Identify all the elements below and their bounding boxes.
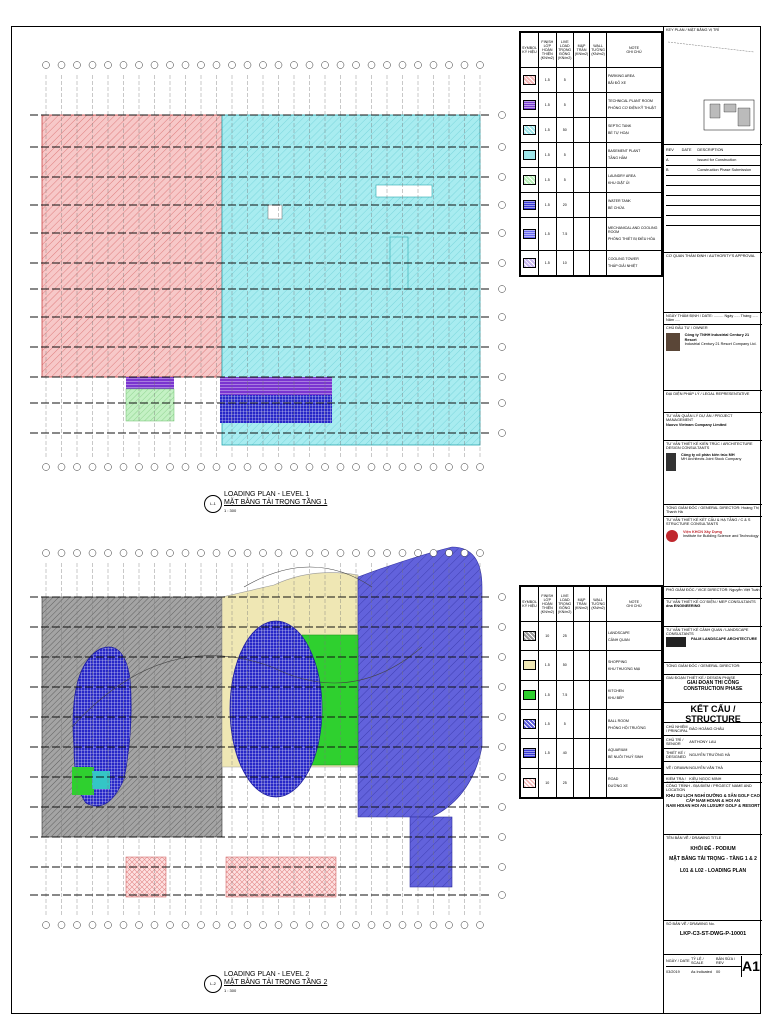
palm-logo-icon xyxy=(666,637,686,647)
grid-axis-bubble xyxy=(499,260,506,267)
grid-axis-bubble xyxy=(136,922,143,929)
grid-axis-bubble xyxy=(499,864,506,871)
grid-axis-bubble xyxy=(74,464,81,471)
grid-axis-bubble xyxy=(353,464,360,471)
legend-name: LAUNDRY AREA xyxy=(608,174,636,179)
grid-axis-bubble xyxy=(167,62,174,69)
grid-axis-bubble xyxy=(291,922,298,929)
grid-axis-bubble xyxy=(275,62,282,69)
grid-axis-bubble xyxy=(167,550,174,557)
grid-axis-bubble xyxy=(415,464,422,471)
grid-axis-bubble xyxy=(198,62,205,69)
grid-axis-bubble xyxy=(446,464,453,471)
plan-title-vi: MẶT BẰNG TẢI TRỌNG TẦNG 2 xyxy=(224,979,328,986)
ibst-logo-icon xyxy=(666,530,678,542)
grid-axis-bubble xyxy=(151,550,158,557)
legend-swatch xyxy=(523,258,536,268)
laundry-area xyxy=(126,389,174,421)
grid-axis-bubble xyxy=(337,922,344,929)
grid-axis-bubble xyxy=(291,550,298,557)
grid-axis-bubble xyxy=(43,464,50,471)
grid-axis-bubble xyxy=(499,202,506,209)
director-1: TỔNG GIÁM ĐỐC / GENERAL DIRECTOR: Hoàng Thị Thanh Hà xyxy=(664,505,762,517)
grid-axis-bubble xyxy=(499,834,506,841)
technical-room-b xyxy=(220,377,332,395)
grid-axis-bubble xyxy=(415,62,422,69)
legend-name: AQUARIUM xyxy=(608,747,628,752)
grid-axis-bubble xyxy=(430,62,437,69)
director-3: TỔNG GIÁM ĐỐC / GENERAL DIRECTOR: xyxy=(664,663,762,675)
grid-axis-bubble xyxy=(260,550,267,557)
drawing-number-block: SỐ BẢN VẼ / DRAWING No. LKP-C3-ST-DWG-P-10001 xyxy=(664,921,762,955)
grid-axis-bubble xyxy=(58,922,65,929)
grid-axis-bubble xyxy=(89,464,96,471)
grid-axis-bubble xyxy=(198,464,205,471)
grid-axis-bubble xyxy=(120,550,127,557)
legend-name: BALL ROOM xyxy=(608,718,629,723)
legend-name: PARKING AREA xyxy=(608,74,635,79)
legend-name: MECHANICAL AND COOLING ROOM xyxy=(608,226,658,235)
grid-axis-bubble xyxy=(306,922,313,929)
grid-axis-bubble xyxy=(322,464,329,471)
grid-axis-bubble xyxy=(399,464,406,471)
legend-swatch xyxy=(523,150,536,160)
grid-axis-bubble xyxy=(499,774,506,781)
grid-axis-bubble xyxy=(430,550,437,557)
aquarium-center xyxy=(230,621,322,797)
key-plan-label: KEY PLAN / MẶT BẰNG VỊ TRÍ xyxy=(666,28,720,32)
technical-room-a xyxy=(126,377,174,389)
grid-axis-bubble xyxy=(120,62,127,69)
discipline-block xyxy=(664,703,762,723)
legend-name: BASEMENT PLANT xyxy=(608,149,641,154)
legend-row: 1.5 7.5 KITCHEN KHU BẾP xyxy=(521,680,662,709)
grid-axis-bubble xyxy=(499,174,506,181)
grid-axis-bubble xyxy=(275,550,282,557)
legend-swatch xyxy=(523,690,536,700)
grid-axis-bubble xyxy=(43,922,50,929)
legend-swatch xyxy=(523,719,536,729)
grid-axis-bubble xyxy=(384,550,391,557)
legend-row: 1.5 10 COOLING TOWER THÁP GIẢI NHIỆT xyxy=(521,250,662,275)
legend-name-vi: KHU GIẶT ỦI xyxy=(608,181,630,186)
grid-axis-bubble xyxy=(151,922,158,929)
grid-axis-bubble xyxy=(306,550,313,557)
sheet-size: A1 xyxy=(741,956,760,977)
level-1-plan xyxy=(30,62,506,471)
director-2: PHÓ GIÁM ĐỐC / VICE DIRECTOR: Nguyễn Việt Tuấn xyxy=(664,587,762,599)
approval-date: NGÀY THẨM ĐỊNH / DATE: ......... Ngày ..... Tháng ..... Năm ..... xyxy=(664,313,762,325)
plan-title-en: LOADING PLAN - LEVEL 2 xyxy=(224,971,310,978)
key-plan-diagram xyxy=(666,32,756,132)
legend-name-vi: ĐƯỜNG XE xyxy=(608,784,628,789)
legend-level-1: SYMBOL KÝ HIỆU FINISH LỚP HOÀN THIỆN (KN/m2) LIVE LOAD TRỌNG ĐỘNG (KN/m2) M&P TRẦN (KN/m2) WALL TƯỜNG (KN/m2) NOTE GHI CHÚ 1.5 5 PARKING AREA BÃI ĐỖ XE 1.5 5 TECHNICAL PLANT ROOM PHÒNG CƠ ĐIỆN KỸ THUẬT 1.5 50 SEPTIC TANK BỂ TỰ HOẠI 1.5 5 BASEMENT PLANT TẦNG HẦM 1.5 5 LAUNDRY AREA KHU GIẶT ỦI 1.5 20 WATER TANK BỂ CHỨA 1.5 7.5 MECHANICAL AND COOLING ROOM PHÒNG THIẾT BỊ ĐIỀU HÒA 1.5 10 COOLING TOWER THÁP GIẢI NHIỆT xyxy=(519,31,663,277)
grid-axis-bubble xyxy=(151,464,158,471)
legend-name-vi: CẢNH QUAN xyxy=(608,637,630,642)
grid-axis-bubble xyxy=(58,62,65,69)
legend-name-vi: PHÒNG THIẾT BỊ ĐIỀU HÒA xyxy=(608,237,656,242)
grid-axis-bubble xyxy=(105,62,112,69)
grid-axis-bubble xyxy=(499,344,506,351)
legend-swatch xyxy=(523,75,536,85)
grid-axis-bubble xyxy=(446,62,453,69)
grid-axis-bubble xyxy=(275,464,282,471)
signatory-row: KIỂM TRA / CHECKED KIỀU NGỌC MINH HOÀNG xyxy=(664,775,762,783)
grid-axis-bubble xyxy=(260,464,267,471)
authority-block xyxy=(664,253,762,313)
grid-axis-bubble xyxy=(337,550,344,557)
grid-axis-bubble xyxy=(74,62,81,69)
grid-axis-bubble xyxy=(499,430,506,437)
legend-name: WATER TANK xyxy=(608,199,631,204)
grid-axis-bubble xyxy=(306,62,313,69)
grid-axis-bubble xyxy=(477,922,484,929)
legend-row: 1.5 5 LAUNDRY AREA KHU GIẶT ỦI xyxy=(521,167,662,192)
legend-row: 1.5 40 AQUARIUM BỂ NUÔI THUỶ SINH xyxy=(521,739,662,768)
grid-axis-bubble xyxy=(499,594,506,601)
grid-axis-bubble xyxy=(499,624,506,631)
landscape-consultant-block: TƯ VẤN THIẾT KẾ CẢNH QUAN / LANDSCAPE CONSULTANTS PALM LANDSCAPE ARCHITECTURE xyxy=(664,627,762,663)
grid-axis-bubble xyxy=(477,464,484,471)
grid-axis-bubble xyxy=(244,922,251,929)
grid-axis-bubble xyxy=(499,400,506,407)
legend-name-vi: BỂ CHỨA xyxy=(608,206,625,211)
grid-axis-bubble xyxy=(136,464,143,471)
grid-axis-bubble xyxy=(499,286,506,293)
grid-axis-bubble xyxy=(399,550,406,557)
grid-axis-bubble xyxy=(461,62,468,69)
road-a xyxy=(126,857,166,897)
grid-axis-bubble xyxy=(105,922,112,929)
grid-axis-bubble xyxy=(244,62,251,69)
signatory-row: CHỦ NHIỆM / PRINCIPAL ĐÀO HOÀNG CHÂU xyxy=(664,723,762,736)
architect-block: TƯ VẤN THIẾT KẾ KIẾN TRÚC / ARCHITECTURE DESIGN CONSULTANTS Công ty cổ phần kiến trúc MH MH Architects Joint Stock Company xyxy=(664,441,762,505)
grid-axis-bubble xyxy=(353,62,360,69)
people-block xyxy=(664,723,762,783)
structure-consultant-block: TƯ VẤN THIẾT KẾ KẾT CẤU & HẠ TẦNG / C & S STRUCTURE CONSULTANTS Viện KHCN Xây Dựng Institute for Building Science and Technology xyxy=(664,517,762,587)
signatory-row: CHỦ TRÌ / SENIOR ANTHONY LAU xyxy=(664,736,762,749)
grid-axis-bubble xyxy=(105,464,112,471)
legend-name: LANDSCAPE xyxy=(608,630,630,635)
legend-name: KITCHEN xyxy=(608,689,624,694)
legend-swatch xyxy=(523,631,536,641)
revision-block: REV DATE DESCRIPTION A Issued for Construction B Construction Phase Submission xyxy=(664,145,762,253)
grid-axis-bubble xyxy=(260,922,267,929)
grid-axis-bubble xyxy=(291,464,298,471)
grid-axis-bubble xyxy=(229,922,236,929)
legend-swatch xyxy=(523,175,536,185)
grid-axis-bubble xyxy=(368,464,375,471)
grid-axis-bubble xyxy=(213,922,220,929)
legend-name-vi: BỂ TỰ HOẠI xyxy=(608,131,629,136)
grid-axis-bubble xyxy=(499,230,506,237)
legend-name: COOLING TOWER xyxy=(608,257,639,262)
grid-axis-bubble xyxy=(461,464,468,471)
grid-axis-bubble xyxy=(399,62,406,69)
title-block xyxy=(663,27,762,1013)
legend-name-vi: BỂ NUÔI THUỶ SINH xyxy=(608,754,644,759)
grid-axis-bubble xyxy=(291,62,298,69)
water-tank-zone xyxy=(220,395,332,423)
legend-swatch xyxy=(523,748,536,758)
grid-axis-bubble xyxy=(136,62,143,69)
plan-title-en: LOADING PLAN - LEVEL 1 xyxy=(224,491,310,498)
owner-block: CHỦ ĐẦU TƯ / OWNER Công ty TNHH Industrial Century 21 Resort Industrial Century 21 Resort Company Ltd. xyxy=(664,325,762,391)
mep-block: TƯ VẤN THIẾT KẾ CƠ ĐIỆN / MEP CONSULTANTS dna ENGINEERING xyxy=(664,599,762,627)
legend-swatch xyxy=(523,778,536,788)
road-b xyxy=(226,857,336,897)
grid-axis-bubble xyxy=(353,550,360,557)
grid-axis-bubble xyxy=(167,922,174,929)
grid-axis-bubble xyxy=(229,464,236,471)
grid-axis-bubble xyxy=(384,464,391,471)
parking-area-zone xyxy=(42,115,222,377)
grid-axis-bubble xyxy=(415,922,422,929)
legend-name-vi: KHU THƯƠNG MẠI xyxy=(608,666,641,671)
grid-axis-bubble xyxy=(499,744,506,751)
grid-axis-bubble xyxy=(198,922,205,929)
legend-row: 1.5 5 TECHNICAL PLANT ROOM PHÒNG CƠ ĐIỆN KỸ THUẬT xyxy=(521,92,662,117)
grid-axis-bubble xyxy=(260,62,267,69)
legend-row: 1.5 50 SHOPPING KHU THƯƠNG MẠI xyxy=(521,651,662,680)
legend-name: TECHNICAL PLANT ROOM xyxy=(608,99,653,104)
grid-axis-bubble xyxy=(74,550,81,557)
legend-name-vi: THÁP GIẢI NHIỆT xyxy=(608,264,638,269)
grid-axis-bubble xyxy=(499,654,506,661)
grid-axis-bubble xyxy=(446,922,453,929)
legend-name: ROAD xyxy=(608,777,619,782)
grid-axis-bubble xyxy=(337,464,344,471)
phase-block: GIAI ĐOẠN THIẾT KẾ / DESIGN PHASE GIAI ĐOẠN THI CÔNG CONSTRUCTION PHASE xyxy=(664,675,762,703)
grid-axis-bubble xyxy=(430,464,437,471)
legend-row: 10 25 LANDSCAPE CẢNH QUAN xyxy=(521,622,662,651)
grid-axis-bubble xyxy=(368,550,375,557)
grid-axis-bubble xyxy=(430,922,437,929)
legend-row: 10 25 ROAD ĐƯỜNG XE xyxy=(521,768,662,797)
legend-swatch xyxy=(523,125,536,135)
grid-axis-bubble xyxy=(182,550,189,557)
grid-axis-bubble xyxy=(368,922,375,929)
plan-title-level-2 xyxy=(210,971,328,995)
legend-name-vi: TẦNG HẦM xyxy=(608,156,627,161)
discipline-label: KẾT CẤU / STRUCTURE xyxy=(685,704,741,723)
grid-axis-bubble xyxy=(461,922,468,929)
grid-axis-bubble xyxy=(306,464,313,471)
grid-axis-bubble xyxy=(43,62,50,69)
grid-axis-bubble xyxy=(477,550,484,557)
grid-axis-bubble xyxy=(477,62,484,69)
legend-row: 1.5 7.5 MECHANICAL AND COOLING ROOM PHÒNG THIẾT BỊ ĐIỀU HÒA xyxy=(521,217,662,250)
grid-axis-bubble xyxy=(213,464,220,471)
legend-swatch xyxy=(523,100,536,110)
footer-block: NGÀY / DATE TỶ LỆ / SCALE BẢN SỬA / REV 03/2019 As Indicated 00 A1 xyxy=(664,955,762,1013)
plan-scale: 1 : 300 xyxy=(224,988,237,993)
grid-axis-bubble xyxy=(499,144,506,151)
grid-axis-bubble xyxy=(499,804,506,811)
grid-axis-bubble xyxy=(120,922,127,929)
grid-axis-bubble xyxy=(167,464,174,471)
grid-axis-bubble xyxy=(368,62,375,69)
grid-axis-bubble xyxy=(136,550,143,557)
grid-axis-bubble xyxy=(322,550,329,557)
legend-row: 1.5 5 BASEMENT PLANT TẦNG HẦM xyxy=(521,142,662,167)
grid-axis-bubble xyxy=(337,62,344,69)
grid-axis-bubble xyxy=(58,464,65,471)
grid-axis-bubble xyxy=(499,314,506,321)
grid-axis-bubble xyxy=(229,550,236,557)
grid-axis-bubble xyxy=(446,550,453,557)
grid-axis-bubble xyxy=(229,62,236,69)
owner-logo-icon xyxy=(666,333,680,351)
grid-axis-bubble xyxy=(499,684,506,691)
plan-title-level-1 xyxy=(210,491,328,515)
grid-axis-bubble xyxy=(89,922,96,929)
grid-axis-bubble xyxy=(105,550,112,557)
grid-axis-bubble xyxy=(244,550,251,557)
signatory-row: VẼ / DRAWN NGUYỄN VĂN THÀ xyxy=(664,762,762,775)
grid-axis-bubble xyxy=(322,62,329,69)
grid-axis-bubble xyxy=(151,62,158,69)
grid-axis-bubble xyxy=(399,922,406,929)
drawing-title-block: TÊN BẢN VẼ / DRAWING TITLE KHỐI ĐẾ - PODIUM MẶT BẰNG TẢI TRỌNG - TẦNG 1 & 2 L01 & L02 - LOADING PLAN xyxy=(664,835,762,921)
key-plan-block xyxy=(664,27,762,145)
legend-swatch xyxy=(523,660,536,670)
grid-axis-bubble xyxy=(499,374,506,381)
ballroom-zone xyxy=(358,547,482,817)
legend-name-vi: BÃI ĐỖ XE xyxy=(608,81,626,86)
grid-axis-bubble xyxy=(198,550,205,557)
legend-name: SHOPPING xyxy=(608,659,627,664)
grid-axis-bubble xyxy=(182,922,189,929)
level-2-plan xyxy=(30,547,506,929)
grid-axis-bubble xyxy=(213,62,220,69)
grid-axis-bubble xyxy=(58,550,65,557)
grid-axis-bubble xyxy=(244,464,251,471)
plan-tag: L-2 xyxy=(204,975,222,993)
signatory-row: THIẾT KẾ / DESIGNED NGUYỄN TRƯỜNG HÀ xyxy=(664,749,762,762)
project-block: CÔNG TRÌNH - ĐỊA ĐIỂM / PROJECT NAME AND LOCATION KHU DU LỊCH NGHỈ DƯỠNG & SÂN GOLF CAO CẤP NAM HOIAN & HOI AN NAM HOIAN HOI AN LUXURY GOLF & RESORT xyxy=(664,783,762,835)
pm-block: TƯ VẤN QUẢN LÝ DỰ ÁN / PROJECT MANAGEMENT Nuovo Vietnam Company Limited xyxy=(664,413,762,441)
grid-axis-bubble xyxy=(182,464,189,471)
grid-axis-bubble xyxy=(499,892,506,899)
grid-axis-bubble xyxy=(384,922,391,929)
legend-level-2: SYMBOL KÝ HIỆU FINISH LỚP HOÀN THIỆN (KN/m2) LIVE LOAD TRỌNG ĐỘNG (KN/m2) M&P TRẦN (KN/m2) WALL TƯỜNG (KN/m2) NOTE GHI CHÚ 10 25 LANDSCAPE CẢNH QUAN 1.5 50 SHOPPING KHU THƯƠNG MẠI 1.5 7.5 KITCHEN KHU BẾP 1.5 5 BALL ROOM PHÒNG HỘI TRƯỜNG 1.5 40 AQUARIUM BỂ NUÔI THUỶ SINH 10 25 ROAD ĐƯỜNG XE xyxy=(519,585,663,799)
drawing-sheet xyxy=(11,26,761,1014)
legal-rep-block: ĐẠI DIỆN PHÁP LÝ / LEGAL REPRESENTATIVE xyxy=(664,391,762,413)
legend-row: 1.5 5 PARKING AREA BÃI ĐỖ XE xyxy=(521,68,662,93)
grid-axis-bubble xyxy=(213,550,220,557)
legend-row: 1.5 20 WATER TANK BỂ CHỨA xyxy=(521,192,662,217)
grid-axis-bubble xyxy=(43,550,50,557)
legend-swatch xyxy=(523,229,536,239)
legend-row: 1.5 5 BALL ROOM PHÒNG HỘI TRƯỜNG xyxy=(521,709,662,738)
legend-name-vi: PHÒNG CƠ ĐIỆN KỸ THUẬT xyxy=(608,106,657,111)
legend-row: 1.5 50 SEPTIC TANK BỂ TỰ HOẠI xyxy=(521,117,662,142)
grid-axis-bubble xyxy=(461,550,468,557)
grid-axis-bubble xyxy=(322,922,329,929)
grid-axis-bubble xyxy=(353,922,360,929)
authority-label: CƠ QUAN THẨM ĐỊNH / AUTHORITY'S APPROVAL xyxy=(666,254,756,258)
grid-axis-bubble xyxy=(182,62,189,69)
grid-axis-bubble xyxy=(120,464,127,471)
grid-axis-bubble xyxy=(499,714,506,721)
grid-axis-bubble xyxy=(384,62,391,69)
grid-axis-bubble xyxy=(499,112,506,119)
grid-axis-bubble xyxy=(275,922,282,929)
grid-axis-bubble xyxy=(89,62,96,69)
plan-tag: L-1 xyxy=(204,495,222,513)
architect-logo-icon xyxy=(666,453,676,471)
legend-name-vi: KHU BẾP xyxy=(608,696,624,701)
drawing-number: LKP-C3-ST-DWG-P-10001 xyxy=(679,931,747,938)
legend-swatch xyxy=(523,200,536,210)
grid-axis-bubble xyxy=(415,550,422,557)
grid-axis-bubble xyxy=(89,550,96,557)
plan-scale: 1 : 300 xyxy=(224,508,237,513)
grid-axis-bubble xyxy=(74,922,81,929)
legend-name: SEPTIC TANK xyxy=(608,124,632,129)
legend-name-vi: PHÒNG HỘI TRƯỜNG xyxy=(608,725,646,730)
plan-title-vi: MẶT BẰNG TẢI TRỌNG TẦNG 1 xyxy=(224,499,328,506)
